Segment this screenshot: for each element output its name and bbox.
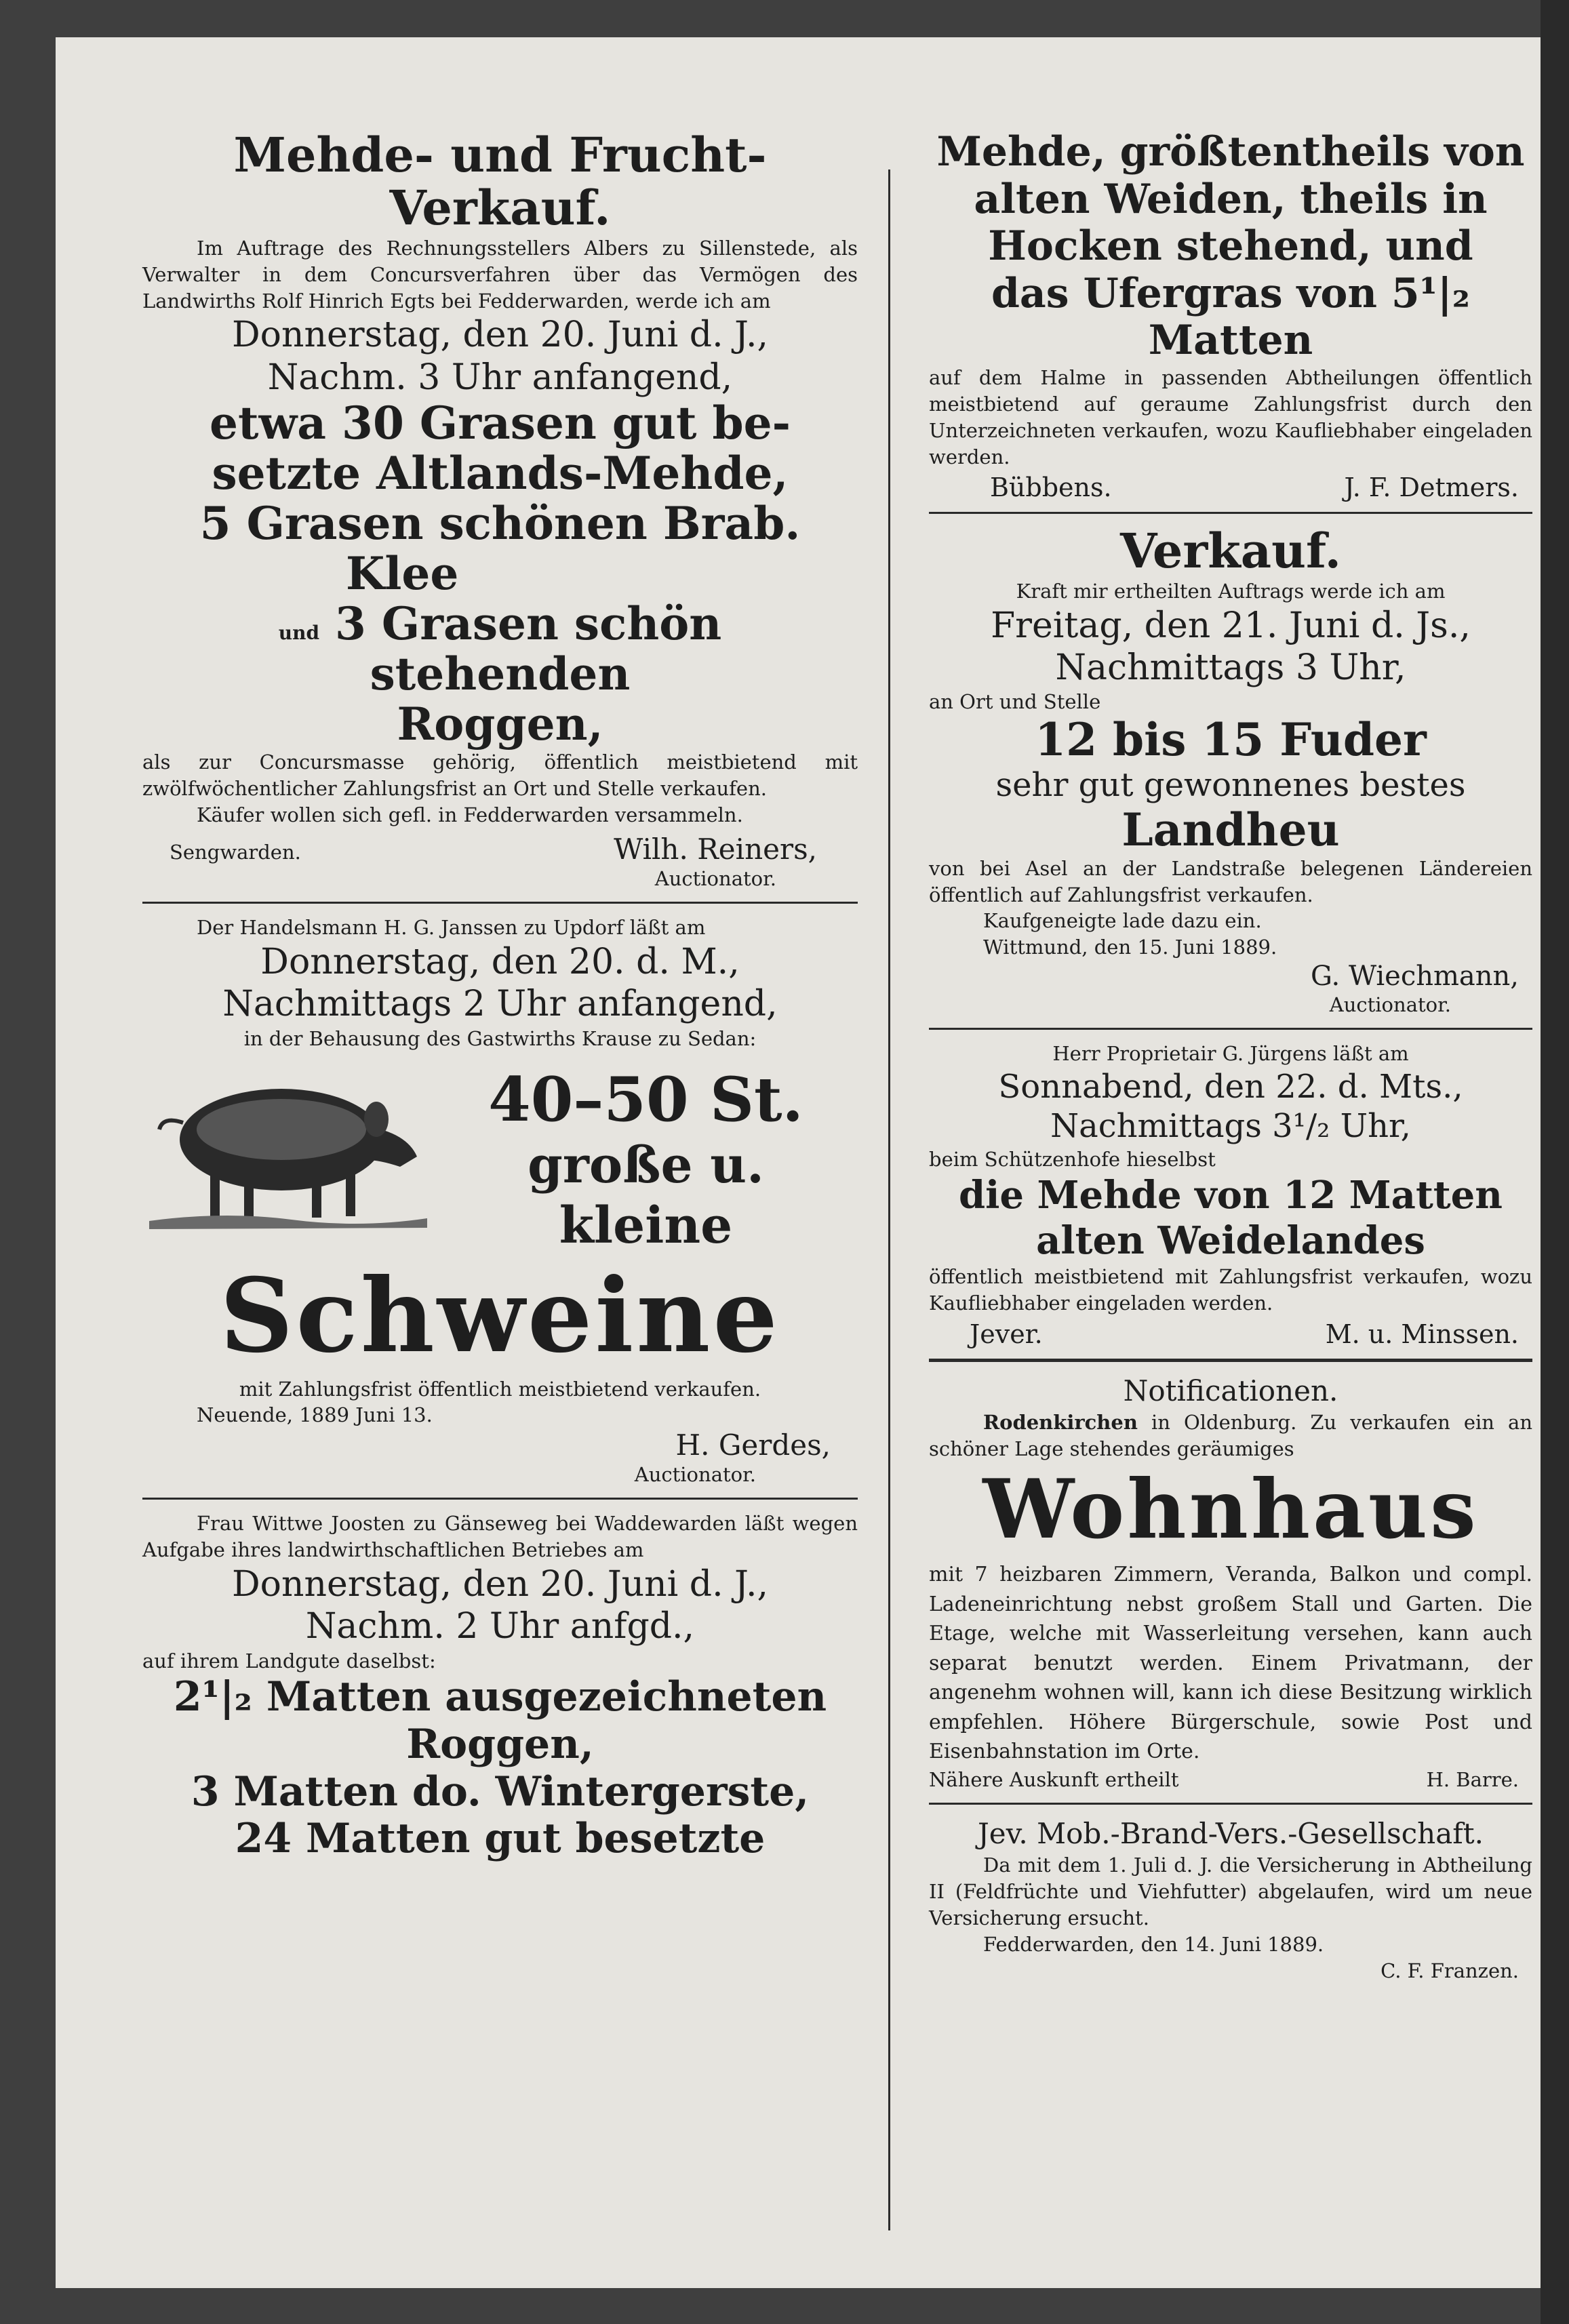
ad-body: Da mit dem 1. Juli d. J. die Versicherung in Abtheilung II (Feldfrüchte und Viehfutter) abgelaufen, wird um neue Versicherung ersucht. xyxy=(929,1854,1532,1929)
ad-signature-row xyxy=(929,470,1532,502)
ad-separator xyxy=(142,902,858,904)
ad-location: auf ihrem Landgute daselbst: xyxy=(142,1649,436,1672)
adjacent-page-edge xyxy=(1541,0,1569,2324)
ad-intro: Im Auftrage des Rechnungsstellers Albers zu Sillenstede, als Verwalter in dem Concursverfahren über das Vermögen des Landwirths Rolf Hinrich Egts bei Fedderwarden, werde ich am xyxy=(142,236,858,313)
section-separator xyxy=(929,1359,1532,1362)
ad-headline: alten Weiden, theils in xyxy=(974,175,1488,223)
ad-date: Donnerstag, den 20. d. M., xyxy=(260,941,740,982)
notif-contact-row xyxy=(929,1767,1532,1793)
ad-signature-row xyxy=(142,828,858,866)
notif-contact: Nähere Auskunft ertheilt xyxy=(929,1767,1179,1791)
ad-time: Nachm. 3 Uhr anfangend, xyxy=(267,357,733,398)
notif-intro xyxy=(929,1409,1532,1462)
ad-item: 24 Matten gut besetzte xyxy=(235,1815,766,1863)
ad-location: beim Schützenhofe hieselbst xyxy=(929,1147,1216,1171)
ad-body: öffentlich meistbietend mit Zahlungsfrist verkaufen, wozu Kaufliebhaber eingeladen werden. xyxy=(929,1265,1532,1315)
ad-date: Donnerstag, den 20. Juni d. J., xyxy=(231,315,769,356)
ad-signer: M. u. Minssen. xyxy=(1325,1319,1519,1349)
ad-time: Nachm. 2 Uhr anfgd., xyxy=(305,1606,695,1647)
ad-buyers: Käufer wollen sich gefl. in Fedderwarden versammeln. xyxy=(197,803,743,827)
ad-desc: sehr gut gewonnenes bestes xyxy=(995,766,1466,805)
ad-schweine xyxy=(142,915,858,1488)
ad-separator xyxy=(929,1803,1532,1805)
ad-signer-title: Auctionator. xyxy=(634,1463,756,1487)
right-column xyxy=(929,129,1532,1984)
ad-item-text: 3 Grasen schön stehenden xyxy=(335,597,722,700)
notif-signer: H. Barre. xyxy=(1426,1767,1519,1791)
pig-illustration-icon xyxy=(142,1058,434,1241)
ad-item: setzte Altlands-Mehde, xyxy=(212,447,789,500)
ad-signer: J. F. Detmers. xyxy=(1344,473,1519,503)
section-title: Notificationen. xyxy=(1123,1374,1338,1407)
ad-item: Roggen, xyxy=(406,1721,594,1769)
ad-date: Sonnabend, den 22. d. Mts., xyxy=(998,1067,1463,1106)
ad-title: Verkauf. xyxy=(1119,523,1342,580)
ad-intro: Der Handelsmann H. G. Janssen zu Updorf läßt am xyxy=(197,915,706,939)
ad-intro: Kraft mir ertheilten Auftrags werde ich am xyxy=(1016,579,1446,603)
ad-terms: mit Zahlungsfrist öffentlich meistbietend verkaufen. xyxy=(239,1377,761,1401)
ad-place: Bübbens. xyxy=(990,473,1112,503)
ad-location: an Ort und Stelle xyxy=(929,690,1101,714)
notif-intro-text: in Oldenburg. Zu verkaufen ein an schöner Lage stehendes geräumiges xyxy=(929,1411,1533,1461)
ad-body: von bei Asel an der Landstraße belegenen Ländereien öffentlich auf Zahlungsfrist verkaufen. xyxy=(929,856,1532,906)
ad-time: Nachmittags 3 Uhr, xyxy=(1055,647,1406,689)
ad-headline: Mehde, größtentheils von xyxy=(936,128,1525,176)
ad-title: Verkauf. xyxy=(389,180,611,237)
ad-mehde-weiden xyxy=(929,129,1532,502)
ad-separator xyxy=(142,1498,858,1500)
ad-place-date: Wittmund, den 15. Juni 1889. xyxy=(983,936,1277,959)
ad-pig-block xyxy=(142,1058,858,1256)
ad-date: Freitag, den 21. Juni d. Js., xyxy=(991,605,1471,646)
ad-signer: G. Wiechmann, xyxy=(1310,961,1519,993)
ad-item: 3 Matten do. Wintergerste, xyxy=(191,1767,810,1816)
ad-title: Mehde- und Frucht- xyxy=(233,127,767,183)
ad-intro: Herr Proprietair G. Jürgens läßt am xyxy=(1052,1041,1409,1065)
ad-title: Jev. Mob.-Brand-Vers.-Gesellschaft. xyxy=(977,1816,1484,1850)
ad-separator xyxy=(929,1028,1532,1030)
ad-item: Klee xyxy=(346,546,459,600)
ad-place-date: Fedderwarden, den 14. Juni 1889. xyxy=(983,1932,1324,1956)
ad-signer: H. Gerdes, xyxy=(675,1428,831,1462)
ad-invite: Kaufgeneigte lade dazu ein. xyxy=(983,909,1262,933)
ad-item: 2¹|₂ Matten ausgezeichneten xyxy=(173,1673,827,1721)
ad-signer: Wilh. Reiners, xyxy=(614,833,817,866)
ad-item: alten Weidelandes xyxy=(1036,1218,1425,1263)
ad-size: große u. kleine xyxy=(528,1136,764,1255)
ad-item: etwa 30 Grasen gut be- xyxy=(209,397,791,450)
notifications-section xyxy=(929,1373,1532,1793)
ad-date: Donnerstag, den 20. Juni d. J., xyxy=(231,1563,769,1605)
ad-headline: Hocken stehend, und xyxy=(988,222,1473,271)
ad-place: Sengwarden. xyxy=(170,841,301,864)
column-divider xyxy=(888,169,890,2230)
ad-item xyxy=(142,599,858,700)
notif-body: mit 7 heizbaren Zimmern, Veranda, Balkon und compl. Ladeneinrichtung nebst großem Stall und Garten. Die Etage, welche mit Wasserleitung versehen, kann auch separat benutzt werden. Einem Privatmann, der angenehm wohnen will, kann ich diese Besitzung wirklich empfehlen. Höhere Bürgerschule, sowie Post und Eisenbahnstation im Orte. xyxy=(929,1563,1532,1764)
notif-intro-place: Rodenkirchen xyxy=(983,1411,1138,1435)
ad-quantity: 12 bis 15 Fuder xyxy=(1035,713,1427,767)
ad-count: 40–50 St. xyxy=(488,1064,803,1136)
ad-mehde-frucht-verkauf xyxy=(142,129,858,892)
ad-item: Landheu xyxy=(1121,803,1340,856)
ad-signer-title: Auctionator. xyxy=(1329,993,1451,1017)
ad-item: 5 Grasen schönen Brab. xyxy=(199,496,801,550)
ad-verkauf-landheu xyxy=(929,525,1532,1018)
ad-signature-row xyxy=(929,1317,1532,1349)
ad-signer-title: Auctionator. xyxy=(654,867,776,891)
ad-item: Roggen, xyxy=(397,697,603,750)
ad-animal-headline: Schweine xyxy=(220,1256,780,1376)
ad-signer: C. F. Franzen. xyxy=(1381,1959,1519,1982)
ad-time: Nachmittags 3¹/₂ Uhr, xyxy=(1050,1107,1411,1146)
ad-separator xyxy=(929,512,1532,514)
notif-headline: Wohnhaus xyxy=(982,1462,1479,1558)
ad-item-und: und xyxy=(278,621,320,644)
ad-place-date: Neuende, 1889 Juni 13. xyxy=(197,1403,433,1427)
ad-time: Nachmittags 2 Uhr anfangend, xyxy=(222,984,778,1025)
ad-joosten xyxy=(142,1510,858,1863)
ad-place: Jever. xyxy=(970,1319,1043,1349)
ad-count-block xyxy=(434,1058,858,1256)
ad-item: die Mehde von 12 Matten xyxy=(958,1172,1503,1218)
ad-headline: das Ufergras von 5¹|₂ Matten xyxy=(991,269,1471,365)
ad-body: auf dem Halme in passenden Abtheilungen öffentlich meistbietend auf geraume Zahlungsfrist durch den Unterzeichneten verkaufen, wozu Kaufliebhaber eingeladen werden. xyxy=(929,365,1532,468)
ad-location: in der Behausung des Gastwirths Krause zu Sedan: xyxy=(243,1026,757,1050)
left-column xyxy=(142,129,858,1863)
ad-brand-versicherung xyxy=(929,1816,1532,1984)
ad-intro: Frau Wittwe Joosten zu Gänseweg bei Waddewarden läßt wegen Aufgabe ihres landwirthschaftlichen Betriebes am xyxy=(142,1512,858,1561)
ad-juergens-mehde xyxy=(929,1041,1532,1349)
ad-terms: als zur Concursmasse gehörig, öffentlich meistbietend mit zwölfwöchentlicher Zahlungsfrist an Ort und Stelle verkaufen. xyxy=(142,750,858,801)
